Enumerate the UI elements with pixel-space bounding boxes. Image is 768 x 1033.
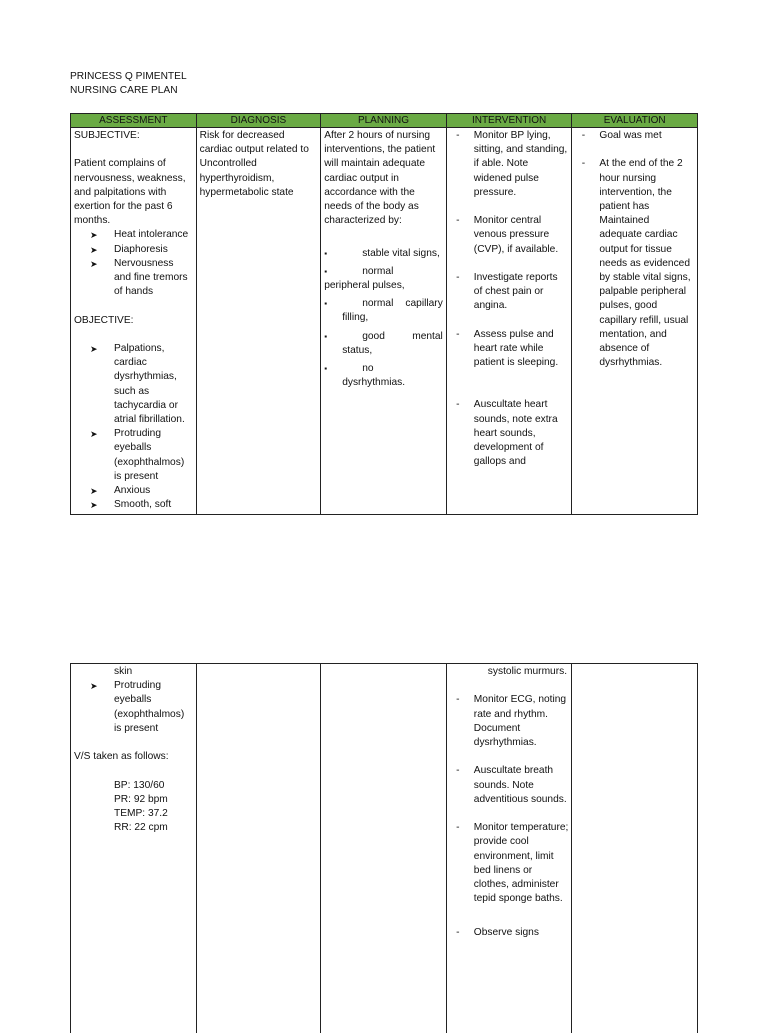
column-header-diagnosis: DIAGNOSIS bbox=[197, 114, 322, 127]
dash-bullet-icon: - bbox=[456, 694, 460, 706]
list-item: - Auscultate heart sounds, note extra heart sounds, development of gallops and bbox=[450, 398, 569, 469]
column-header-evaluation: EVALUATION bbox=[603, 115, 666, 126]
list-item: - Observe signs bbox=[450, 926, 569, 940]
arrow-bullet-icon: ➤ bbox=[90, 681, 98, 692]
square-bullet-icon: ▪ bbox=[324, 331, 328, 341]
vital-sign-rr: RR: 22 cpm bbox=[114, 822, 168, 834]
list-item: ▪ normal capillary filling, bbox=[324, 297, 443, 325]
arrow-bullet-icon: ➤ bbox=[90, 429, 98, 440]
list-item: ➤ Anxious bbox=[74, 484, 193, 498]
vital-signs-label: V/S taken as follows: bbox=[74, 751, 169, 763]
planning-cell bbox=[321, 128, 447, 514]
square-bullet-icon: ▪ bbox=[324, 248, 328, 258]
planning-cell bbox=[321, 664, 447, 1033]
list-item: ▪ stable vital signs, bbox=[324, 247, 443, 261]
dash-bullet-icon: - bbox=[456, 272, 460, 283]
dash-bullet-icon: - bbox=[456, 328, 460, 340]
intervention-cell bbox=[447, 128, 573, 514]
vital-sign-temp: TEMP: 37.2 bbox=[114, 808, 168, 819]
subjective-text: Patient complains of nervousness, weakness, and palpitations with exertion for the past 6 months. bbox=[74, 158, 186, 227]
arrow-bullet-icon: ➤ bbox=[90, 258, 98, 269]
continued-text: systolic murmurs. bbox=[487, 666, 568, 677]
list-item: ➤ Smooth, soft bbox=[74, 498, 193, 512]
square-bullet-icon: ▪ bbox=[324, 299, 328, 309]
table-header-row bbox=[71, 114, 697, 128]
dash-bullet-icon: - bbox=[456, 822, 460, 834]
document-title: NURSING CARE PLAN bbox=[70, 85, 178, 96]
list-item: ▪ good mental status, bbox=[324, 330, 443, 358]
list-item: - Investigate reports of chest pain or angina. bbox=[450, 271, 569, 314]
list-item: - Monitor central venous pressure (CVP), if available. bbox=[450, 214, 569, 257]
list-item: ▪ normal peripheral pulses, bbox=[324, 265, 443, 293]
column-header-intervention: INTERVENTION bbox=[447, 114, 573, 127]
list-item: ➤ Protruding eyeballs (exophthalmos) is present bbox=[74, 679, 193, 736]
care-plan-table-page2 bbox=[70, 663, 698, 1033]
column-header-planning: PLANNING bbox=[321, 114, 447, 127]
care-plan-table-page1 bbox=[70, 113, 698, 515]
list-item: ➤ Nervousness and fine tremors of hands bbox=[74, 257, 193, 300]
dash-bullet-icon: - bbox=[456, 399, 460, 411]
arrow-bullet-icon: ➤ bbox=[90, 230, 98, 241]
subjective-label: SUBJECTIVE: bbox=[74, 130, 140, 141]
list-item: - Auscultate breath sounds. Note adventitious sounds. bbox=[450, 764, 569, 807]
square-bullet-icon: ▪ bbox=[324, 364, 328, 374]
list-item: - Monitor ECG, noting rate and rhythm. Document dysrhythmias. bbox=[450, 693, 569, 750]
evaluation-cell bbox=[572, 664, 697, 1033]
dash-bullet-icon: - bbox=[581, 158, 586, 170]
dash-bullet-icon: - bbox=[581, 130, 586, 141]
arrow-bullet-icon: ➤ bbox=[90, 486, 98, 497]
list-item: - Monitor temperature; provide cool environment, limit bed linens or clothes, administer tepid sponge baths. bbox=[450, 821, 569, 906]
vital-sign-pr: PR: 92 bpm bbox=[114, 793, 168, 805]
assessment-cell bbox=[71, 664, 197, 1033]
objective-label: OBJECTIVE: bbox=[74, 314, 134, 326]
diagnosis-cell bbox=[197, 664, 322, 1033]
dash-bullet-icon: - bbox=[456, 130, 460, 141]
column-header-assessment: ASSESSMENT bbox=[71, 114, 197, 127]
vital-sign-bp: BP: 130/60 bbox=[114, 779, 165, 791]
arrow-bullet-icon: ➤ bbox=[90, 500, 98, 511]
list-item: - Goal was met bbox=[575, 129, 694, 143]
patient-name: PRINCESS Q PIMENTEL bbox=[70, 71, 187, 82]
square-bullet-icon: ▪ bbox=[324, 266, 328, 276]
list-item: ➤ Diaphoresis bbox=[74, 243, 193, 257]
intervention-cell bbox=[447, 664, 573, 1033]
list-item: ➤ Heat intolerance bbox=[74, 228, 193, 242]
dash-bullet-icon: - bbox=[456, 927, 460, 939]
evaluation-cell bbox=[572, 128, 697, 514]
list-item: ➤ Protruding eyeballs (exophthalmos) is present bbox=[74, 427, 193, 484]
list-item: - Assess pulse and heart rate while patient is sleeping. bbox=[450, 328, 569, 371]
continued-text: skin bbox=[114, 666, 133, 677]
list-item: ➤ Palpations, cardiac dysrhythmias, such as tachycardia or atrial fibrillation. bbox=[74, 342, 193, 427]
arrow-bullet-icon: ➤ bbox=[90, 244, 98, 255]
assessment-cell bbox=[71, 128, 197, 514]
list-item: ▪ no dysrhythmias. bbox=[324, 362, 443, 390]
arrow-bullet-icon: ➤ bbox=[90, 344, 98, 354]
list-item: - At the end of the 2 hour nursing intervention, the patient has Maintained adequate cardiac output for tissue needs as evidenced by stable vital signs, palpable peripheral pulses, good capillary refill, usual mentation, and absence of dysrhythmias. bbox=[575, 157, 694, 370]
diagnosis-text: Risk for decreased cardiac output related to Uncontrolled hyperthyroidism, hypermetabolic state bbox=[199, 130, 309, 198]
dash-bullet-icon: - bbox=[456, 765, 460, 777]
list-item: - Monitor BP lying, sitting, and standing, if able. Note widened pulse pressure. bbox=[450, 129, 569, 200]
planning-intro: After 2 hours of nursing interventions, the patient will maintain adequate cardiac output in accordance with the needs of the body as characterized by: bbox=[324, 130, 436, 227]
diagnosis-cell bbox=[197, 128, 322, 514]
dash-bullet-icon: - bbox=[456, 215, 460, 227]
